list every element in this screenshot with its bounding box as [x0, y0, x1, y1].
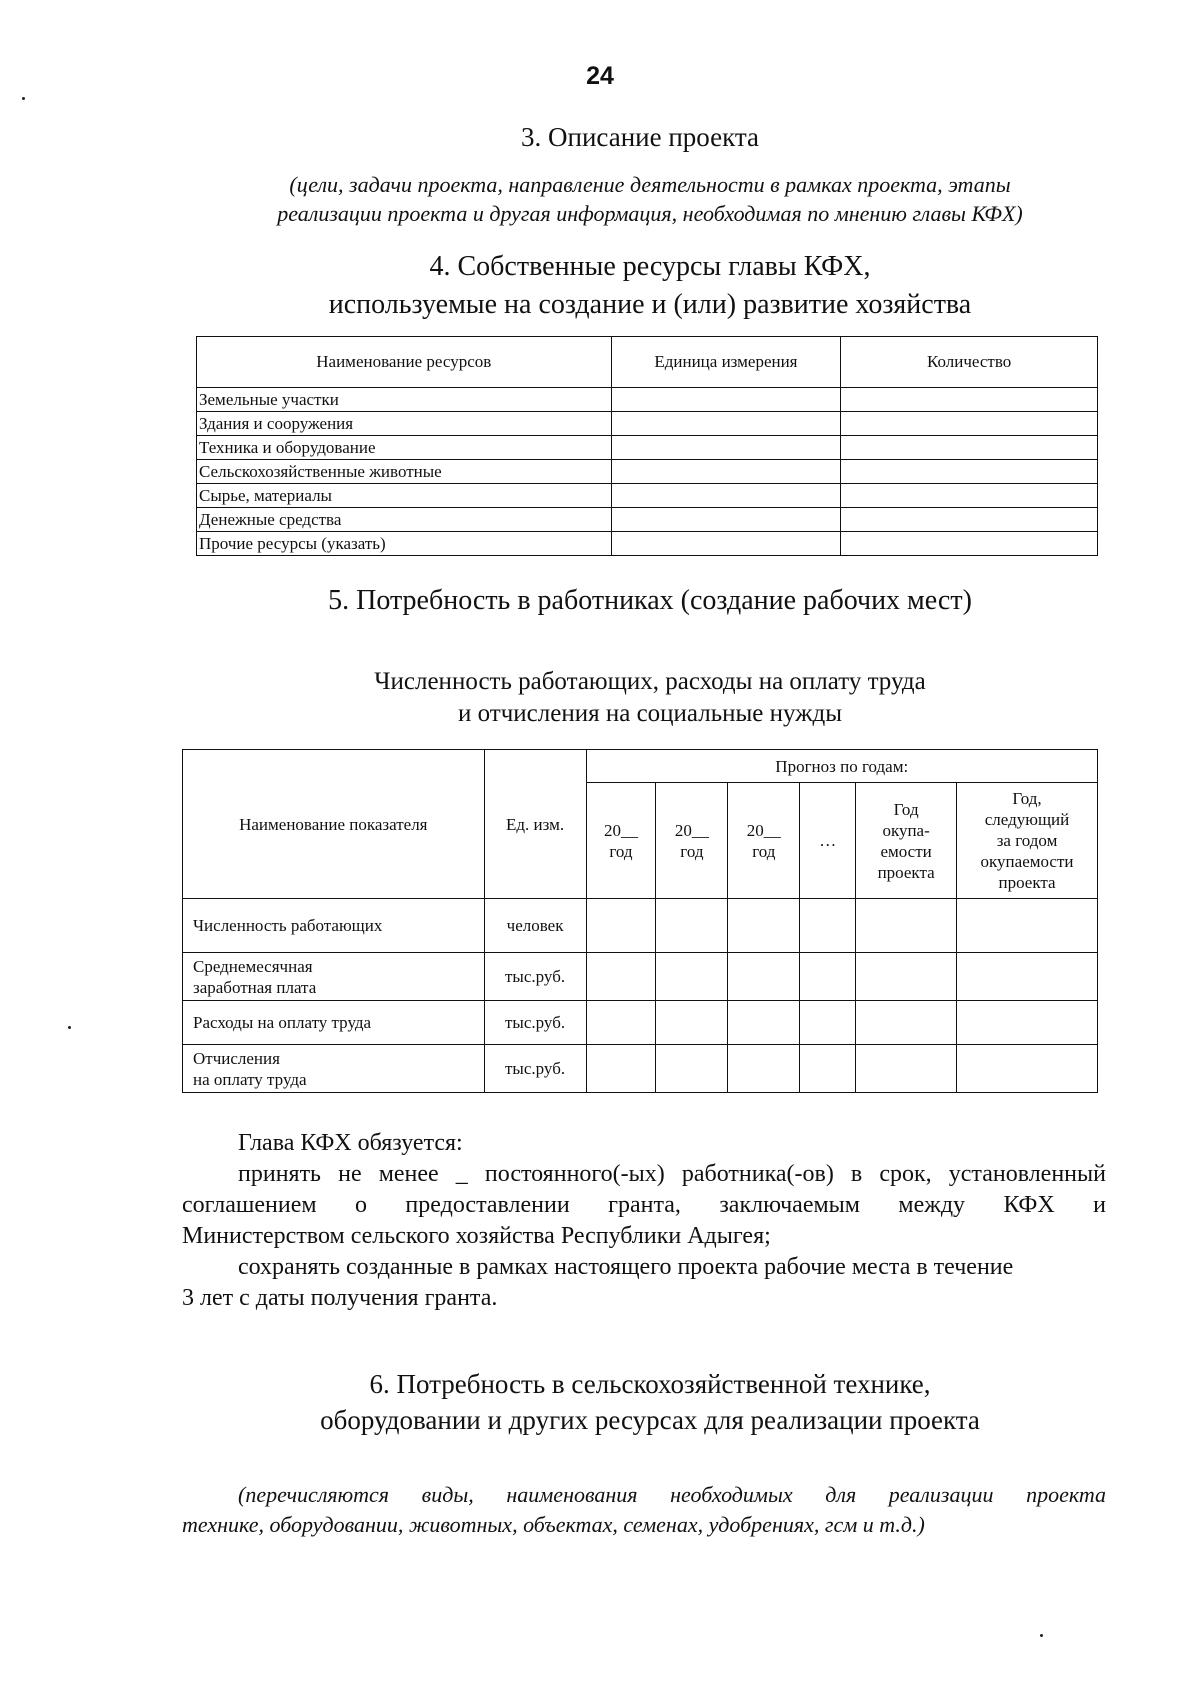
resource-quantity-cell [841, 388, 1098, 412]
indicator-name-line: Среднемесячная [193, 956, 313, 976]
resource-unit-cell [611, 436, 841, 460]
year-number: 20__ [603, 820, 638, 840]
table-row [197, 412, 1098, 436]
obligation-2a: сохранять созданные в рамках настоящего проекта рабочие места в течение [238, 1254, 1014, 1280]
value-cell [800, 953, 856, 1001]
scan-speck [1040, 1634, 1043, 1637]
year-word: год [680, 841, 704, 861]
section-6-title-line1: 6. Потребность в сельскохозяйственной технике, [369, 1369, 931, 1399]
page-number: 24 [586, 62, 614, 90]
section-5-subtitle-line1: Численность работающих, расходы на оплату труда [374, 668, 926, 695]
value-cell [800, 1001, 856, 1045]
header-year-1 [586, 783, 656, 899]
own-resources-table [196, 336, 1098, 556]
indicator-name [183, 953, 485, 1001]
resource-quantity-cell [841, 460, 1098, 484]
resource-quantity-cell [841, 412, 1098, 436]
year-word: год [609, 841, 633, 861]
after-payback-line: за годом [996, 831, 1058, 850]
resource-unit-cell [611, 388, 841, 412]
resource-name: Техника и оборудование [197, 436, 612, 460]
after-payback-line: Год, [1012, 789, 1042, 808]
payback-line: емости [880, 841, 932, 861]
resource-unit-cell [611, 460, 841, 484]
table-row [183, 1001, 1098, 1045]
value-cell [957, 1001, 1098, 1045]
resource-unit-cell [611, 508, 841, 532]
obligation-1b: Министерством сельского хозяйства Республики Адыгея; [182, 1223, 771, 1249]
value-cell [957, 1045, 1098, 1093]
indicator-name [183, 1045, 485, 1093]
value-cell [957, 953, 1098, 1001]
value-cell [800, 899, 856, 953]
value-cell [856, 1045, 957, 1093]
table-row [197, 532, 1098, 556]
section-3-note-line1: (цели, задачи проекта, направление деятельности в рамках проекта, этапы [289, 172, 1011, 197]
value-cell [728, 1001, 800, 1045]
value-cell [656, 899, 728, 953]
header-payback-year [856, 783, 957, 899]
value-cell [586, 1001, 656, 1045]
obligation-title: Глава КФХ обязуется: [238, 1130, 463, 1156]
table-row [197, 460, 1098, 484]
value-cell [957, 899, 1098, 953]
section-4-title [180, 248, 1120, 324]
header-forecast: Прогноз по годам: [586, 750, 1097, 783]
indicator-name-line: на оплату труда [193, 1069, 307, 1089]
resource-name: Сырье, материалы [197, 484, 612, 508]
table-row [183, 1045, 1098, 1093]
resource-quantity-cell [841, 436, 1098, 460]
after-payback-line: окупаемости [980, 852, 1074, 871]
after-payback-line: следующий [984, 810, 1070, 829]
year-word: год [752, 841, 776, 861]
section-3-note [180, 170, 1120, 228]
resource-unit-cell [611, 532, 841, 556]
obligations-block [182, 1128, 1106, 1314]
table-row [183, 899, 1098, 953]
value-cell [656, 1045, 728, 1093]
resource-quantity-cell [841, 508, 1098, 532]
workers-table [182, 749, 1098, 1093]
value-cell [856, 953, 957, 1001]
indicator-name-line: Отчисления [193, 1048, 280, 1068]
indicator-unit: тыс.руб. [484, 1045, 586, 1093]
header-unit: Ед. изм. [484, 750, 586, 899]
section-3-title: 3. Описание проекта [521, 122, 759, 152]
indicator-name: Численность работающих [183, 899, 485, 953]
indicator-unit: тыс.руб. [484, 953, 586, 1001]
resource-quantity-cell [841, 532, 1098, 556]
header-indicator: Наименование показателя [183, 750, 485, 899]
value-cell [728, 953, 800, 1001]
table-row [183, 953, 1098, 1001]
value-cell [728, 899, 800, 953]
header-after-payback-year [957, 783, 1098, 899]
value-cell [656, 1001, 728, 1045]
value-cell [656, 953, 728, 1001]
header-unit: Единица измерения [611, 337, 841, 388]
after-payback-line: проекта [998, 873, 1056, 892]
resource-name: Денежные средства [197, 508, 612, 532]
obligation-1a: принять не менее _ постоянного(-ых) работника(-ов) в срок, установленный соглашением о предоставлении гранта, заключаемым между КФХ и [182, 1161, 1106, 1218]
section-4-title-line2: используемые на создание и (или) развитие хозяйства [328, 289, 972, 320]
indicator-name: Расходы на оплату труда [183, 1001, 485, 1045]
value-cell [856, 899, 957, 953]
resource-name: Прочие ресурсы (указать) [197, 532, 612, 556]
section-4-title-line1: 4. Собственные ресурсы главы КФХ, [429, 251, 871, 282]
table-row [197, 388, 1098, 412]
resource-unit-cell [611, 412, 841, 436]
section-6-note-line1: (перечисляются виды, наименования необходимых для реализации проекта [238, 1482, 1106, 1507]
section-6-title [180, 1366, 1120, 1438]
indicator-unit: человек [484, 899, 586, 953]
indicator-unit: тыс.руб. [484, 1001, 586, 1045]
payback-line: проекта [877, 862, 935, 882]
indicator-name-line: заработная плата [193, 977, 317, 997]
value-cell [728, 1045, 800, 1093]
resource-name: Здания и сооружения [197, 412, 612, 436]
table-row [197, 436, 1098, 460]
value-cell [856, 1001, 957, 1045]
scan-speck [22, 97, 25, 100]
year-number: 20__ [746, 820, 781, 840]
header-ellipsis: … [800, 783, 856, 899]
year-number: 20__ [674, 820, 709, 840]
payback-line: Год [893, 799, 919, 819]
obligation-2b: 3 лет с даты получения гранта. [182, 1285, 498, 1311]
resource-name: Сельскохозяйственные животные [197, 460, 612, 484]
section-5-subtitle-line2: и отчисления на социальные нужды [458, 700, 842, 727]
value-cell [586, 953, 656, 1001]
section-5-subtitle [180, 666, 1120, 730]
section-3-note-line2: реализации проекта и другая информация, необходимая по мнению главы КФХ) [277, 201, 1023, 226]
header-quantity: Количество [841, 337, 1098, 388]
payback-line: окупа- [882, 820, 930, 840]
scan-speck [68, 1026, 71, 1029]
value-cell [800, 1045, 856, 1093]
header-year-3 [728, 783, 800, 899]
resource-unit-cell [611, 484, 841, 508]
section-5-title: 5. Потребность в работниках (создание рабочих мест) [328, 585, 972, 616]
header-resource-name: Наименование ресурсов [197, 337, 612, 388]
value-cell [586, 1045, 656, 1093]
section-6-note [182, 1480, 1106, 1540]
table-row [197, 508, 1098, 532]
section-6-note-line2: технике, оборудовании, животных, объектах, семенах, удобрениях, гсм и т.д.) [182, 1512, 925, 1537]
resource-name: Земельные участки [197, 388, 612, 412]
header-year-2 [656, 783, 728, 899]
value-cell [586, 899, 656, 953]
resource-quantity-cell [841, 484, 1098, 508]
section-6-title-line2: оборудовании и других ресурсах для реализации проекта [320, 1405, 980, 1435]
table-row [197, 484, 1098, 508]
